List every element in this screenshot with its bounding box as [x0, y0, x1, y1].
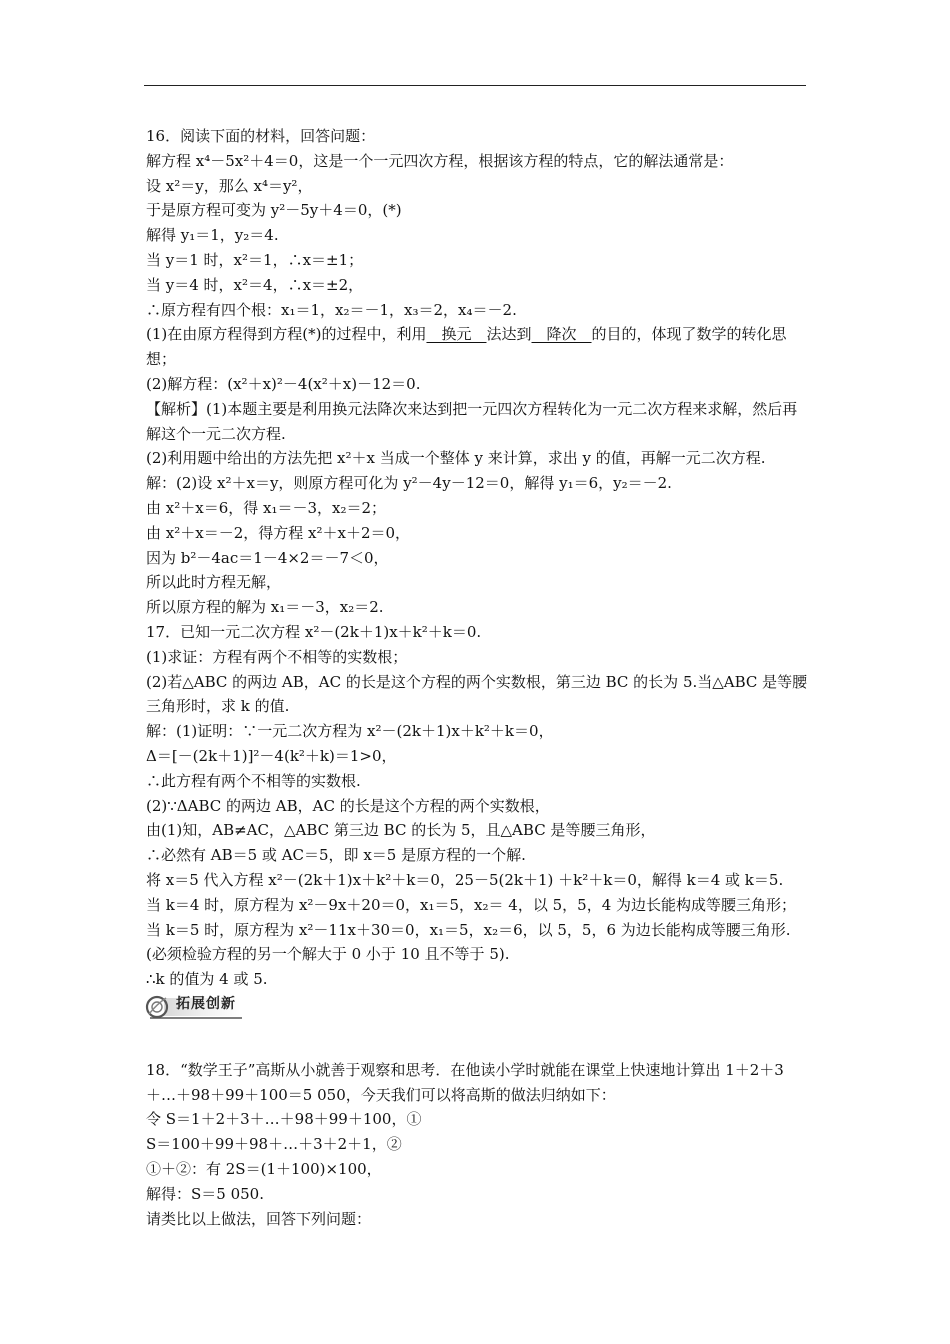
q16-part1-suffix: 的目的，体现了数学的转化思想；: [146, 325, 787, 369]
q16-part1: [146, 322, 810, 372]
q17-part2: (2)若△ABC 的两边 AB，AC 的长是这个方程的两个实数根，第三边 BC 的长为 5.当△ABC 是等腰三角形时，求 k 的值.: [146, 672, 808, 716]
q17-solution-line: ∴此方程有两个不相等的实数根.: [146, 771, 361, 790]
q16-material-line: 解得 y₁＝1，y₂＝4.: [146, 226, 279, 245]
q16-analysis: 【解析】(1)本题主要是利用换元法降次来达到把一元四次方程转化为一元二次方程来求解，然后再解这个一元二次方程.: [146, 399, 798, 443]
q17-solution-line: 解：(1)证明：∵一元二次方程为 x²－(2k＋1)x＋k²＋k＝0，: [146, 722, 554, 741]
q17-solution-line: ∴必然有 AB＝5 或 AC＝5，即 x＝5 是原方程的一个解.: [146, 846, 526, 865]
q16-solution-line: 所以原方程的解为 x₁＝－3，x₂＝2.: [146, 598, 384, 617]
q16-solution-line: 由 x²＋x＝6，得 x₁＝－3，x₂＝2；: [146, 498, 387, 517]
section-banner-label: 拓展创新: [176, 995, 236, 1012]
q16-material-line: 当 y＝1 时，x²＝1，∴x＝±1；: [146, 250, 364, 269]
q17-conclusion: ∴k 的值为 4 或 5.: [146, 970, 268, 989]
q16-material-line: ∴原方程有四个根：x₁＝1，x₂＝－1，x₃＝2，x₄＝－2.: [146, 300, 517, 319]
q16-solution-line: 所以此时方程无解，: [146, 573, 282, 592]
q17-k5-case: 当 k＝5 时，原方程为 x²－11x＋30＝0，x₁＝5，x₂＝6，以 5，5，6 为边长能构成等腰三角形. (必须检验方程的另一个解大于 0 小于 10 且不等于 5).: [146, 920, 791, 964]
q17-solution-line: Δ＝[－(2k＋1)]²－4(k²＋k)＝1>0，: [146, 746, 397, 765]
q18-line: 解得：S＝5 050.: [146, 1184, 264, 1203]
q18-intro: 18．“数学王子”高斯从小就善于观察和思考．在他读小学时就能在课堂上快速地计算出 1＋2＋3＋…＋98＋99＋100＝5 050，今天我们可以将高斯的做法归纳如下：: [146, 1060, 784, 1104]
q18-line: ①＋②：有 2S＝(1＋100)×100，: [146, 1160, 382, 1179]
q16-solution-line: 因为 b²－4ac＝1－4×2＝－7＜0，: [146, 548, 389, 567]
document-body: [146, 124, 810, 1231]
q16-title: 16．阅读下面的材料，回答问题：: [146, 127, 376, 145]
header-rule: [144, 85, 806, 86]
q17-title: 17．已知一元二次方程 x²－(2k＋1)x＋k²＋k＝0.: [146, 622, 482, 641]
q16-material-line: 当 y＝4 时，x²＝4，∴x＝±2，: [146, 275, 364, 294]
q18-line: S＝100＋99＋98＋…＋3＋2＋1，②: [146, 1135, 402, 1154]
q16-material-line: 设 x²＝y，那么 x⁴＝y²，: [146, 176, 313, 195]
q17-solution-line: 由(1)知，AB≠AC，△ABC 第三边 BC 的长为 5，且△ABC 是等腰三角形，: [146, 821, 656, 840]
q16-solution-line: 由 x²＋x＝－2，得方程 x²＋x＋2＝0，: [146, 523, 411, 542]
q18-line: 请类比以上做法，回答下列问题：: [146, 1209, 372, 1228]
q16-solution-line: 解：(2)设 x²＋x＝y，则原方程可化为 y²－4y－12＝0，解得 y₁＝6，y₂＝－2.: [146, 474, 672, 493]
q16-solution-line: (2)利用题中给出的方法先把 x²＋x 当成一个整体 y 来计算，求出 y 的值，再解一元二次方程.: [146, 449, 766, 468]
section-banner: [146, 992, 810, 1026]
q16-part1-prefix: (1)在由原方程得到方程(*)的过程中，利用: [146, 325, 427, 344]
q16-answer-blank-2: 降次: [531, 325, 592, 344]
q17-solution-line: (2)∵ΔABC 的两边 AB，AC 的长是这个方程的两个实数根，: [146, 796, 550, 815]
q18-line: 令 S＝1＋2＋3＋…＋98＋99＋100，①: [146, 1110, 422, 1129]
q16-material-line: 解方程 x⁴－5x²＋4＝0，这是一个一元四次方程，根据该方程的特点，它的解法通常是：: [146, 151, 734, 170]
q16-part2: (2)解方程：(x²＋x)²－4(x²＋x)－12＝0.: [146, 374, 421, 393]
q16-answer-blank-1: 换元: [426, 325, 487, 344]
q16-part1-middle: 法达到: [486, 325, 532, 344]
q17-part1: (1)求证：方程有两个不相等的实数根；: [146, 647, 408, 666]
q16-material-line: 于是原方程可变为 y²－5y＋4＝0，(*): [146, 201, 402, 220]
q17-solution-line: 将 x＝5 代入方程 x²－(2k＋1)x＋k²＋k＝0，25－5(2k＋1) ＋k²＋k＝0，解得 k＝4 或 k＝5.: [146, 870, 784, 889]
q17-solution-line: 当 k＝4 时，原方程为 x²－9x＋20＝0，x₁＝5，x₂＝ 4，以 5，5，4 为边长能构成等腰三角形；: [146, 895, 797, 914]
